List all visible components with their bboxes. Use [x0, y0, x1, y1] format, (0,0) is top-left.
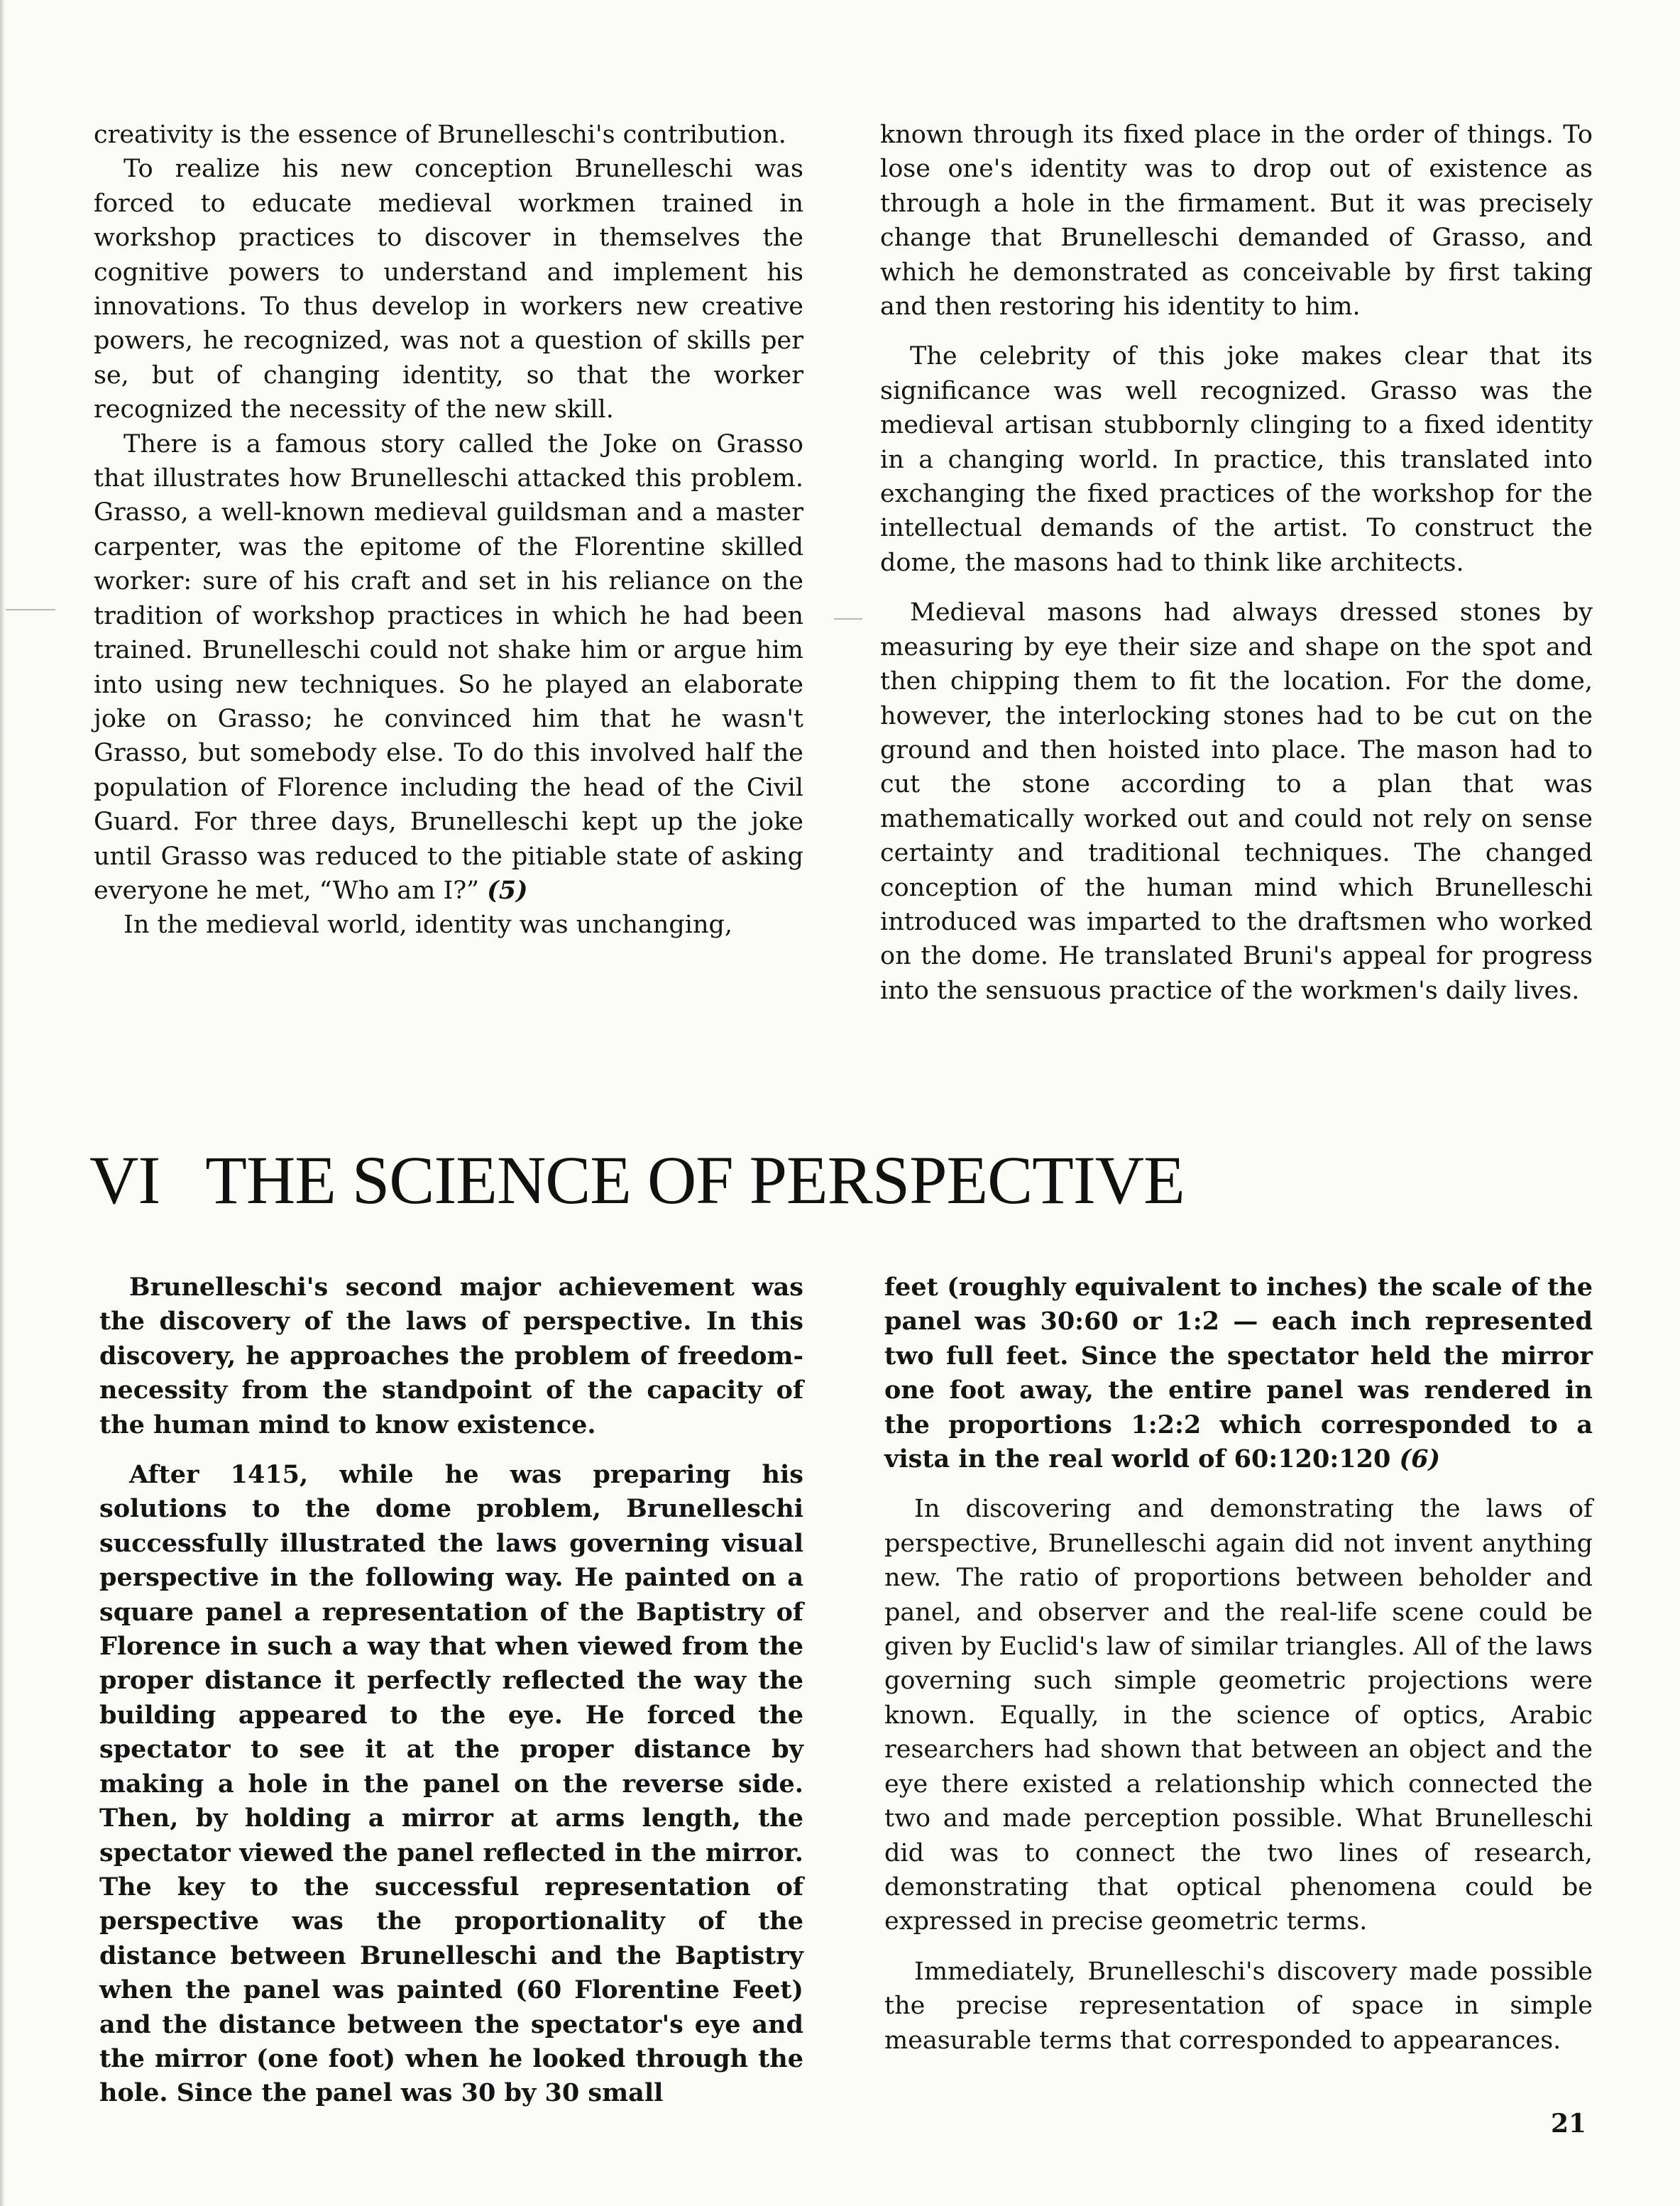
paragraph-text: feet (roughly equivalent to inches) the scale of the panel was 30:60 or 1:2 — each inch represented two full feet. Since the spectator held the mirror one foot away, the entire panel was rendered in the proportions 1:2:2 which corresponded to a vista in the real world of 60:120:120 [884, 1273, 1593, 1474]
column-bottom-left [99, 1271, 803, 2111]
citation: (5) [487, 875, 528, 905]
section-number: VI [89, 1142, 160, 1218]
paragraph: Medieval masons had always dressed stones by measuring by eye their size and shape on the spot and then chipping them to fit the location. For the dome, however, the interlocking stones had to be cut on the ground and then hoisted into place. The mason had to cut the stone according to a plan that was mathematically worked out and could not rely on sense certainty and traditional techniques. The changed conception of the human mind which Brunelleschi introduced was imparted to the draftsmen who worked on the dome. He translated Bruni's appeal for progress into the sensuous practice of the workmen's daily lives. [880, 598, 1593, 1005]
paragraph: After 1415, while he was preparing his solutions to the dome problem, Brunelleschi successfully illustrated the laws governing visual perspective in the following way. He painted on a square panel a representation of the Baptistry of Florence in such a way that when viewed from the proper distance it perfectly reflected the way the building appeared to the eye. He forced the spectator to see it at the proper distance by making a hole in the panel on the reverse side. Then, by holding a mirror at arms length, the spectator viewed the panel reflected in the mirror. The key to the successful representation of perspective was the proportionality of the distance between Brunelleschi and the Baptistry when the panel was painted (60 Florentine Feet) and the distance between the spectator's eye and the mirror (one foot) when he looked through the hole. Since the panel was 30 by 30 small [99, 1460, 803, 2108]
column-top-right [880, 118, 1593, 1008]
paragraph: known through its fixed place in the order of things. To lose one's identity was to drop out of existence as through a hole in the firmament. But it was precisely change that Brunelleschi demanded of Grasso, and which he demonstrated as conceivable by first taking and then restoring his identity to him. [880, 121, 1593, 322]
paragraph: To realize his new conception Brunelleschi was forced to educate medieval workmen trained in workshop practices to discover in themselves the cognitive powers to understand and implement his innovations. To thus develop in workers new creative powers, he recognized, was not a question of skills per se, but of changing identity, so that the worker recognized the necessity of the new skill. [94, 155, 803, 424]
section-title: THE SCIENCE OF PERSPECTIVE [205, 1142, 1185, 1218]
margin-mark [6, 609, 55, 610]
paragraph: In discovering and demonstrating the laws of perspective, Brunelleschi again did not invent anything new. The ratio of proportions between beholder and panel, and observer and the real-life scene could be given by Euclid's law of similar triangles. All of the laws governing such simple geometric projections were known. Equally, in the science of optics, Arabic researchers had shown that between an object and the eye there existed a relationship which connected the two and made perception possible. What Brunelleschi did was to connect the two lines of research, demonstrating that optical phenomena could be expressed in precise geometric terms. [884, 1495, 1593, 1936]
paragraph-text: There is a famous story called the Joke on Grasso that illustrates how Brunelleschi attacked this problem. Grasso, a well-known medieval guildsman and a master carpenter, was the epitome of the Florentine skilled worker: sure of his craft and set in his reliance on the tradition of workshop practices in which he had been trained. Brunelleschi could not shake him or argue him into using new techniques. So he played an elaborate joke on Grasso; he convinced him that he wasn't Grasso, but somebody else. To do this involved half the population of Florence including the head of the Civil Guard. For three days, Brunelleschi kept up the joke until Grasso was reduced to the pitiable state of asking everyone he met, “Who am I?” [94, 429, 803, 905]
paragraph: creativity is the essence of Brunelleschi's contribution. [94, 121, 786, 149]
paragraph [94, 427, 803, 909]
paragraph: The celebrity of this joke makes clear that its significance was well recognized. Grasso was the medieval artisan stubbornly clinging to a fixed identity in a changing world. In practice, this translated into exchanging the fixed practices of the workshop for the intellectual demands of the artist. To construct the dome, the masons had to think like architects. [880, 342, 1593, 577]
paragraph: Brunelleschi's second major achievement was the discovery of the laws of perspective. In this discovery, he approaches the problem of freedom-necessity from the standpoint of the capacity of the human mind to know existence. [99, 1273, 803, 1439]
citation: (6) [1399, 1444, 1441, 1474]
scan-edge [0, 0, 4, 2206]
paragraph: In the medieval world, identity was unchanging, [123, 911, 733, 940]
margin-mark [834, 618, 862, 620]
page-number: 21 [1551, 2109, 1587, 2139]
column-bottom-right [884, 1271, 1593, 2058]
paragraph: Immediately, Brunelleschi's discovery made possible the precise representation of space in simple measurable terms that corresponded to appearances. [884, 1957, 1593, 2055]
paragraph [884, 1271, 1593, 1476]
column-top-left [94, 118, 803, 943]
section-heading [89, 1141, 1509, 1219]
